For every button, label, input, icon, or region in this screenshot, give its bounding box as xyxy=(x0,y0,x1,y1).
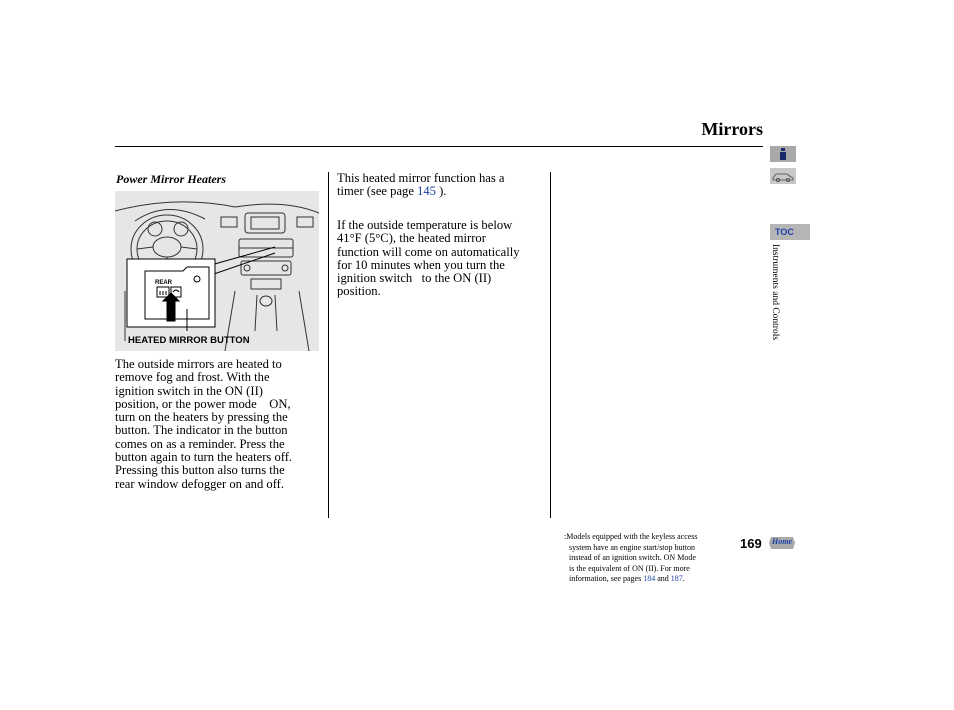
text-line: 41°F (5°C), the heated mirror xyxy=(337,231,486,246)
text-line: position, or the power mode ON, xyxy=(115,396,291,411)
car-icon[interactable] xyxy=(770,168,796,184)
footnote-line: is the equivalent of ON (II). For more xyxy=(569,563,690,573)
text-line: The outside mirrors are heated to xyxy=(115,357,282,371)
text-line: turn on the heaters by pressing the xyxy=(115,410,288,425)
dashboard-figure xyxy=(115,191,319,351)
footnote-line: instead of an ignition switch. ON Mode xyxy=(569,553,696,562)
text-line: button again to turn the heaters off. xyxy=(115,450,293,465)
middle-paragraph-2 xyxy=(337,219,547,299)
text-line: If the outside temperature is below xyxy=(337,218,513,232)
rear-label: REAR xyxy=(155,280,173,286)
text-line: button. The indicator in the button xyxy=(115,423,288,438)
footnote-line xyxy=(564,574,734,585)
text-line: ignition switch in the ON (II) xyxy=(115,383,263,398)
dashboard-illustration xyxy=(115,191,319,351)
text-line: for 10 minutes when you turn the xyxy=(337,257,505,272)
page-link-145[interactable]: 145 xyxy=(417,184,436,199)
text-segment: information, see pages xyxy=(569,574,644,583)
page-title: Mirrors xyxy=(701,119,763,139)
text-segment: ). xyxy=(435,184,447,199)
title-rule xyxy=(115,146,763,147)
page-link-184[interactable]: 184 xyxy=(643,574,656,583)
text-line: remove fog and frost. With the xyxy=(115,370,270,385)
info-icon[interactable] xyxy=(770,146,796,162)
page-link-187[interactable]: 187 xyxy=(670,574,683,583)
column-divider-right xyxy=(550,172,551,518)
left-paragraph xyxy=(115,358,325,491)
text-line xyxy=(337,185,547,198)
page-number: 169 xyxy=(740,536,762,551)
footnote-line: :Models equipped with the keyless access xyxy=(564,532,698,541)
text-segment: timer (see page xyxy=(337,184,418,199)
text-line: This heated mirror function has a xyxy=(337,171,505,185)
figure-caption: HEATED MIRROR BUTTON xyxy=(128,335,250,346)
text-segment: . xyxy=(682,574,685,583)
toc-button[interactable]: TOC xyxy=(770,224,810,240)
text-line: function will come on automatically xyxy=(337,244,520,259)
section-side-label-text: Instruments and Controls xyxy=(770,244,780,341)
column-divider-left xyxy=(328,172,329,518)
footnote xyxy=(564,532,734,585)
text-line: ignition switch to the ON (II) xyxy=(337,271,492,286)
text-line: rear window defogger on and off. xyxy=(115,476,285,491)
home-button[interactable] xyxy=(768,536,796,550)
section-heading: Power Mirror Heaters xyxy=(116,172,227,186)
footnote-line: system have an engine start/stop button xyxy=(569,542,695,552)
text-line: position. xyxy=(337,284,381,299)
middle-paragraph-1 xyxy=(337,172,547,199)
home-label: Home xyxy=(772,537,792,546)
text-line: Pressing this button also turns the xyxy=(115,463,285,478)
text-line: comes on as a reminder. Press the xyxy=(115,436,285,451)
section-side-label xyxy=(764,244,788,374)
text-segment: and xyxy=(655,574,671,583)
